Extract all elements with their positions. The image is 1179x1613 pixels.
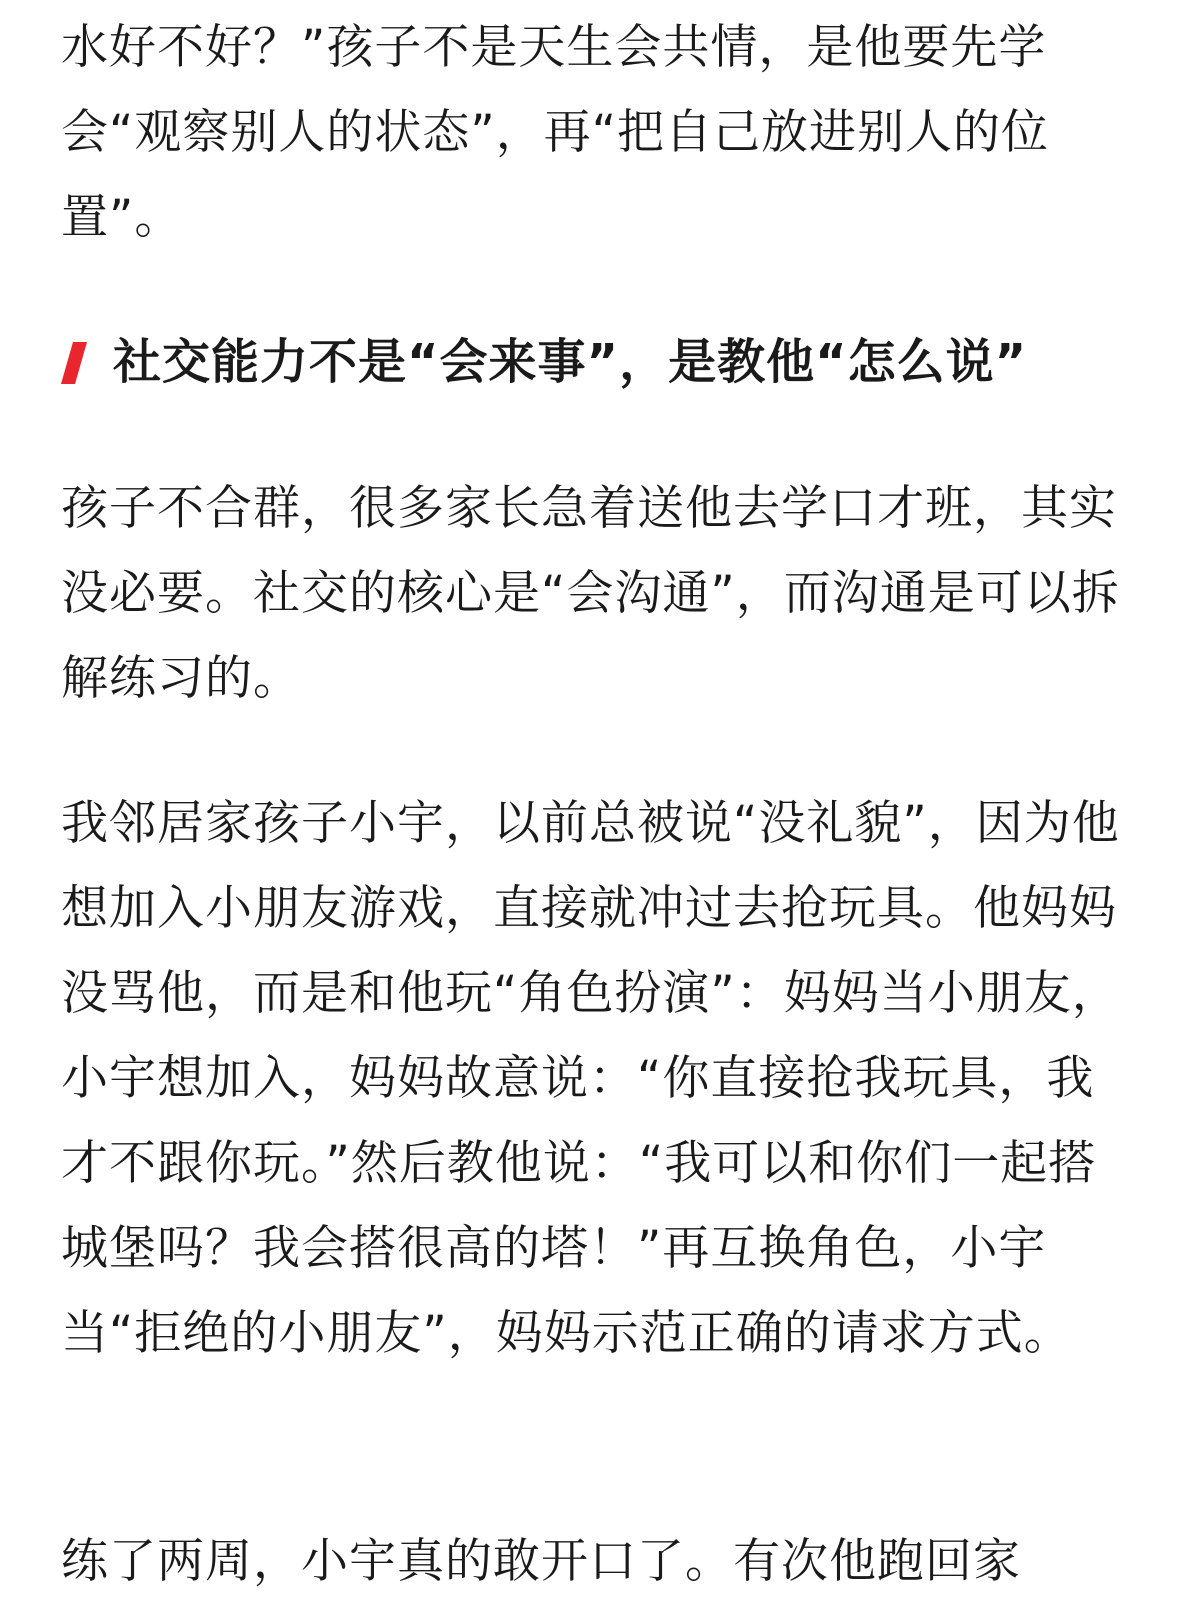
paragraph-4: 练了两周，小宇真的敢开口了。有次他跑回家	[61, 1534, 1021, 1589]
paragraph-1: 水好不好？”孩子不是天生会共情，是他要先学会“观察别人的状态”，再“把自己放进别人的位置”。	[61, 20, 1050, 245]
paragraph-3: 我邻居家孩子小宇，以前总被说“没礼貌”，因为他想加入小朋友游戏，直接就冲过去抢玩具。他妈妈没骂他，而是和他玩“角色扮演”：妈妈当小朋友，小宇想加入，妈妈故意说：“你直接抢我玩具，我才不跟你玩。”然后教他说：“我可以和你们一起搭城堡吗？我会搭很高的塔！”再互换角色，小宇当“拒绝的小朋友”，妈妈示范正确的请求方式。	[61, 796, 1120, 1361]
heading-slash-icon	[61, 342, 87, 384]
paragraph-2: 孩子不合群，很多家长急着送他去学口才班，其实没必要。社交的核心是“会沟通”，而沟通是可以拆解练习的。	[61, 481, 1120, 706]
section-heading-text: 社交能力不是“会来事”，是教他“怎么说”	[113, 334, 1028, 390]
section-heading	[61, 320, 1121, 405]
